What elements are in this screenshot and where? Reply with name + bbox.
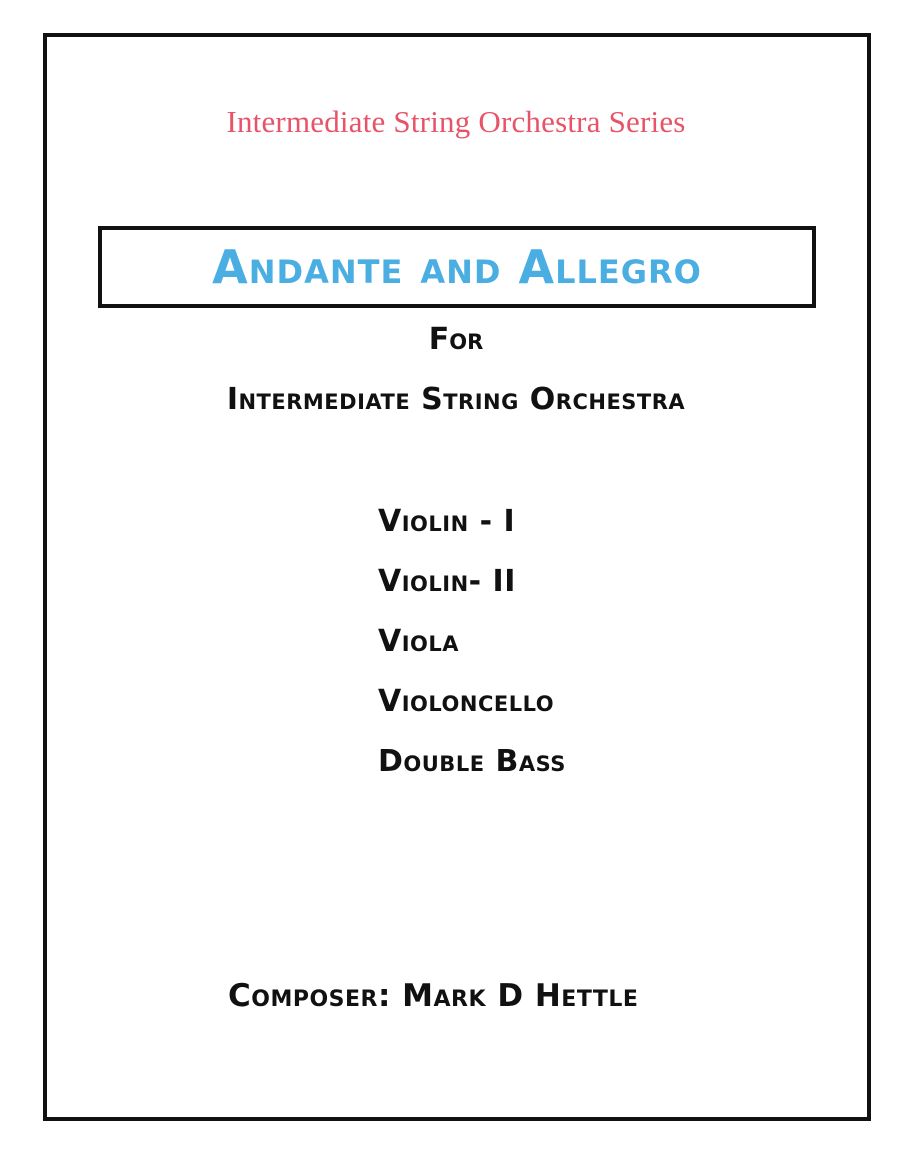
instrument-violoncello: Violoncello	[378, 684, 555, 719]
instrument-viola: Viola	[378, 624, 460, 659]
for-label: For	[428, 322, 484, 357]
ensemble-name: Intermediate String Orchestra	[226, 382, 686, 417]
instrument-violin-1: Violin - I	[378, 504, 516, 539]
title-box	[98, 226, 816, 308]
composer-credit: Composer: Mark D Hettle	[228, 978, 639, 1014]
instrument-violin-2: Violin- II	[378, 564, 516, 599]
series-name: Intermediate String Orchestra Series	[226, 104, 686, 139]
instrument-double-bass: Double Bass	[378, 744, 566, 779]
instrument-list	[378, 500, 566, 800]
piece-title: Andante and Allegro	[212, 240, 702, 294]
